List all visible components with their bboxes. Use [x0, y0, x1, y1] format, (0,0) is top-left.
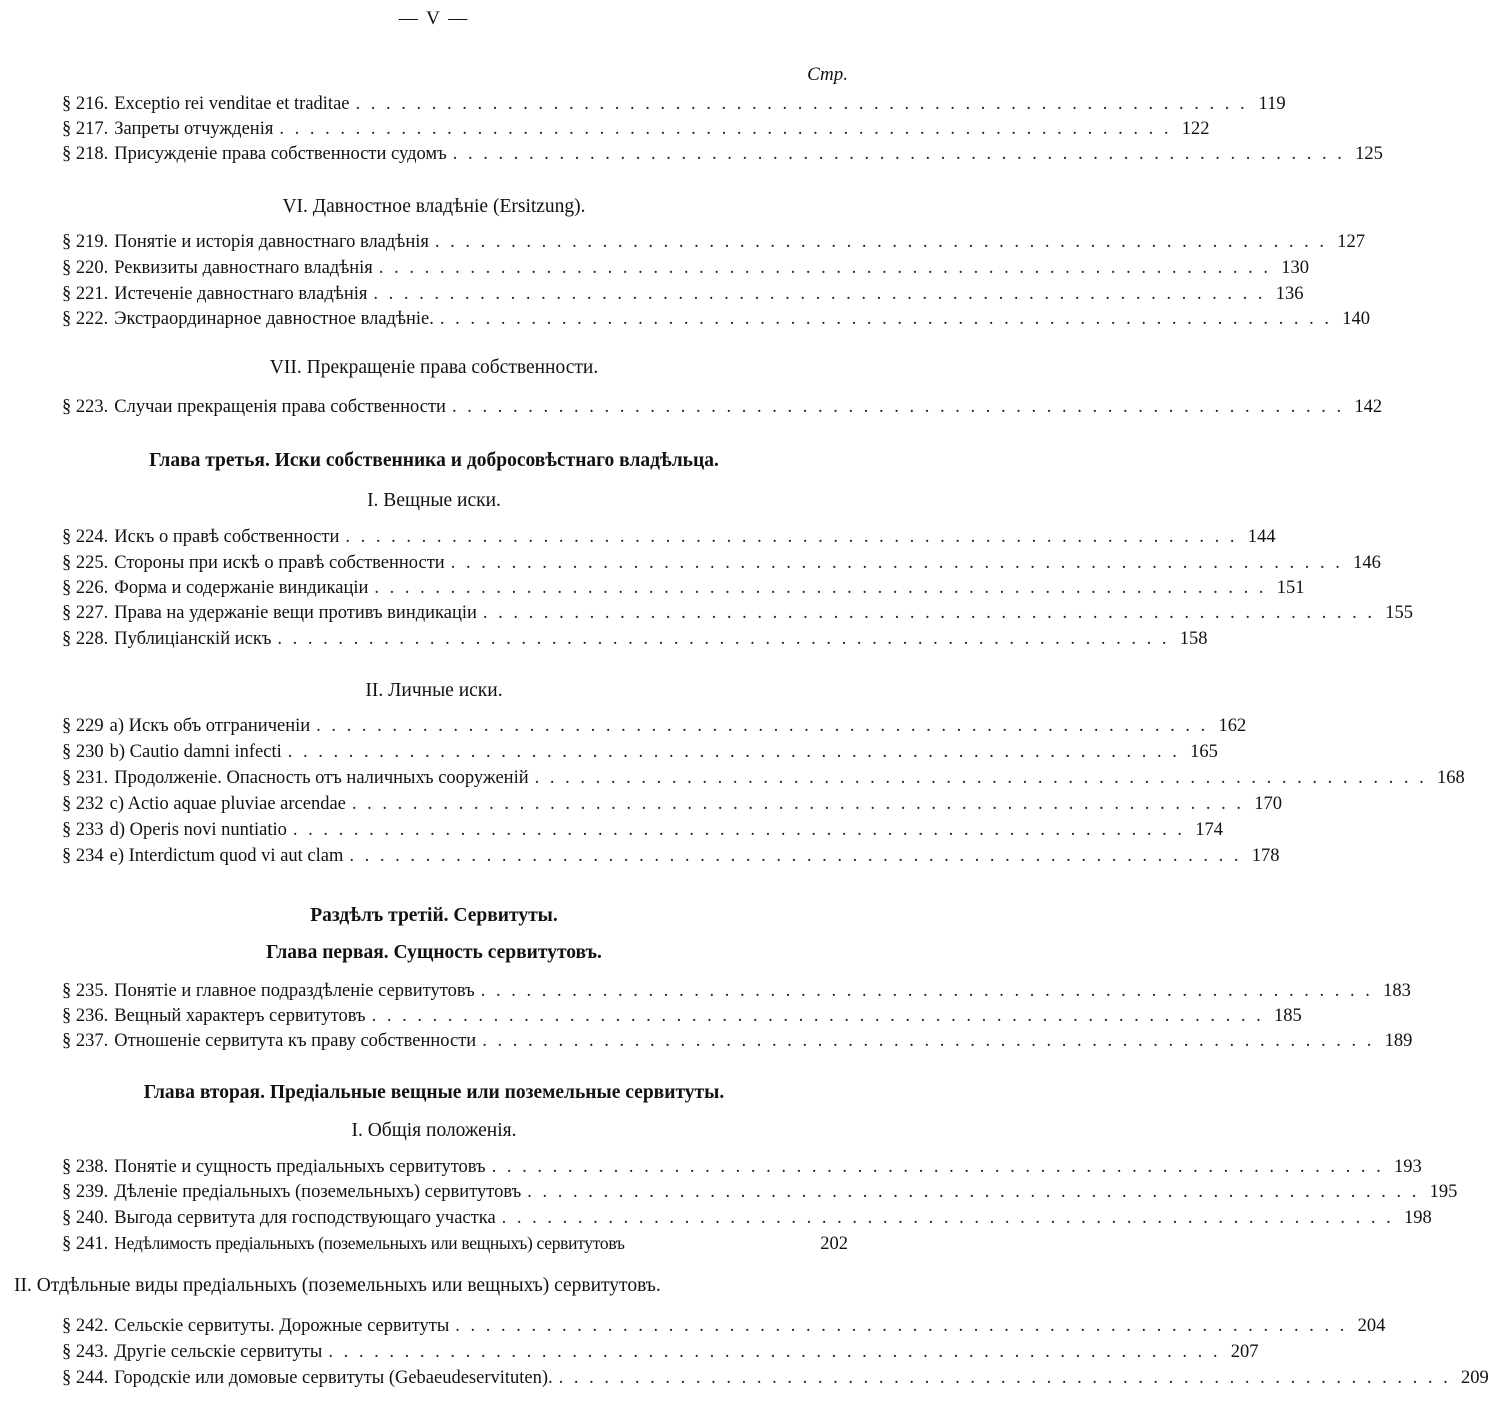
heading-real-actions: I. Вещные иски.	[367, 490, 501, 511]
entry-number: § 220.	[62, 258, 109, 278]
toc-entry	[62, 846, 1280, 870]
dot-leader	[527, 1182, 1419, 1203]
entry-number: § 240.	[62, 1208, 109, 1228]
toc-entry	[62, 1316, 1386, 1340]
entry-page: 144	[1247, 527, 1276, 547]
entry-number: § 222.	[62, 309, 109, 329]
toc-entry	[62, 629, 1208, 653]
dot-leader	[502, 1208, 1394, 1229]
entry-title: Форма и содержаніе виндикаціи	[114, 578, 369, 598]
entry-title: Искъ о правѣ собственности	[114, 527, 340, 547]
toc-entry	[62, 232, 1366, 256]
dot-leader	[279, 119, 1171, 140]
dot-leader	[277, 629, 1169, 650]
entry-title: Продолженіе. Опасность отъ наличныхъ сооруженій	[114, 768, 529, 788]
heading-general-provisions: I. Общія положенія.	[351, 1120, 517, 1141]
entry-number: § 229	[62, 716, 104, 736]
heading-chapter-one: Глава первая. Сущность сервитутовъ.	[266, 942, 602, 963]
entry-page: 209	[1461, 1368, 1489, 1388]
dot-leader	[288, 742, 1180, 763]
heading-chapter-two: Глава вторая. Предіальные вещные или поземельные сервитуты.	[143, 1082, 725, 1103]
toc-entry	[62, 527, 1276, 551]
entry-page: 165	[1190, 742, 1218, 762]
entry-page: 155	[1385, 603, 1414, 623]
toc-entry	[62, 144, 1383, 168]
toc-entry	[62, 603, 1414, 627]
dot-leader	[492, 1157, 1384, 1178]
entry-number: § 243.	[62, 1342, 109, 1362]
entry-number: § 233	[62, 820, 104, 840]
entry-number: § 224.	[62, 527, 109, 547]
entry-title: Присужденіе права собственности судомъ	[114, 144, 447, 164]
entry-number: § 217.	[62, 119, 109, 139]
entry-number: § 227.	[62, 603, 109, 623]
entry-title: Понятіе и главное подраздѣленіе сервитутовъ	[114, 981, 475, 1001]
entry-number: § 221.	[62, 284, 109, 304]
dot-leader	[356, 94, 1248, 115]
toc-entry	[62, 1031, 1413, 1055]
heading-section-three: Раздѣлъ третій. Сервитуты.	[310, 905, 558, 926]
entry-title: Сельскіе сервитуты. Дорожные сервитуты	[114, 1316, 450, 1336]
entry-number: § 223.	[62, 397, 109, 417]
entry-number: § 225.	[62, 553, 109, 573]
entry-title: Случаи прекращенія права собственности	[114, 397, 446, 417]
dot-leader	[559, 1368, 1451, 1389]
entry-page: 142	[1354, 397, 1383, 417]
dot-leader	[328, 1342, 1220, 1363]
dot-leader	[349, 846, 1241, 867]
entry-title: Другіе сельскіе сервитуты	[114, 1342, 323, 1362]
entry-number: § 232	[62, 794, 104, 814]
dot-leader	[316, 716, 1208, 737]
entry-page: 185	[1274, 1006, 1302, 1026]
dot-leader	[435, 232, 1327, 253]
toc-entry	[62, 742, 1218, 766]
dot-leader	[483, 603, 1375, 624]
entry-title: Публиціанскій искъ	[114, 629, 272, 649]
entry-title: Выгода сервитута для господствующаго участка	[114, 1208, 496, 1228]
heading-specific-servitudes: II. Отдѣльные виды предіальныхъ (поземельныхъ или вещныхъ) сервитутовъ.	[14, 1275, 661, 1296]
entry-page: 174	[1195, 820, 1224, 840]
entry-number: § 230	[62, 742, 104, 762]
entry-title: Дѣленіе предіальныхъ (поземельныхъ) сервитутовъ	[114, 1182, 522, 1202]
entry-title: Реквизиты давностнаго владѣнія	[114, 258, 373, 278]
entry-number: § 231.	[62, 768, 109, 788]
entry-page: 136	[1275, 284, 1304, 304]
page-number: — V —	[398, 8, 470, 29]
toc-entry	[62, 94, 1286, 118]
toc-entry	[62, 716, 1247, 740]
toc-entry	[62, 284, 1304, 308]
entry-title: Понятіе и исторія давностнаго владѣнія	[114, 232, 429, 252]
entry-number: § 239.	[62, 1182, 109, 1202]
heading-prescriptive-possession: VI. Давностное владѣніе (Ersitzung).	[282, 196, 586, 217]
toc-entry	[62, 768, 1465, 792]
entry-number: § 244.	[62, 1368, 109, 1388]
dot-leader	[455, 1316, 1347, 1337]
entry-page: 198	[1404, 1208, 1432, 1228]
entry-title: c) Actio aquae pluviae arcendae	[109, 794, 346, 814]
toc-entry	[62, 1208, 1432, 1232]
entry-page: 178	[1251, 846, 1280, 866]
entry-page: 130	[1281, 258, 1309, 278]
entry-page: 125	[1355, 144, 1383, 164]
dot-leader	[379, 258, 1271, 279]
entry-title: d) Operis novi nuntiatio	[109, 820, 287, 840]
entry-page: 204	[1357, 1316, 1386, 1336]
toc-entry	[62, 119, 1210, 143]
dot-leader	[452, 397, 1344, 418]
entry-title: Запреты отчужденія	[114, 119, 274, 139]
entry-number: § 216.	[62, 94, 109, 114]
entry-page: 158	[1179, 629, 1208, 649]
entry-number: § 226.	[62, 578, 109, 598]
entry-page: 122	[1181, 119, 1210, 139]
entry-page: 183	[1383, 981, 1411, 1001]
entry-title: e) Interdictum quod vi aut clam	[109, 846, 344, 866]
entry-page: 202	[820, 1234, 848, 1254]
page-column-label: Стр.	[807, 64, 848, 85]
entry-page: 207	[1230, 1342, 1259, 1362]
toc-entry	[62, 309, 1370, 333]
entry-title: b) Cautio damni infecti	[109, 742, 282, 762]
entry-title: Недѣлимость предіальныхъ (поземельныхъ или вещныхъ) сервитутовъ	[114, 1233, 625, 1253]
entry-page: 151	[1276, 578, 1305, 598]
entry-number: § 238.	[62, 1157, 109, 1177]
entry-title: Истеченіе давностнаго владѣнія	[114, 284, 368, 304]
entry-number: § 218.	[62, 144, 109, 164]
toc-entry	[62, 258, 1309, 282]
entry-number: § 236.	[62, 1006, 109, 1026]
dot-leader	[293, 820, 1185, 841]
toc-entry	[62, 1368, 1489, 1392]
entry-number: § 242.	[62, 1316, 109, 1336]
entry-title: Понятіе и сущность предіальныхъ сервитутовъ	[114, 1157, 486, 1177]
entry-title: Exceptio rei venditae et traditae	[114, 94, 350, 114]
entry-page: 127	[1337, 232, 1366, 252]
toc-entry	[62, 820, 1224, 844]
entry-number: § 228.	[62, 629, 109, 649]
toc-entry	[62, 1157, 1422, 1181]
dot-leader	[440, 309, 1332, 330]
dot-leader	[352, 794, 1244, 815]
dot-leader	[451, 553, 1343, 574]
entry-title: Городскіе или домовые сервитуты (Gebaeudeservituten).	[114, 1368, 553, 1388]
entry-page: 140	[1342, 309, 1370, 329]
entry-page: 168	[1436, 768, 1465, 788]
entry-number: § 235.	[62, 981, 109, 1001]
heading-personal-actions: II. Личные иски.	[365, 680, 503, 701]
dot-leader	[372, 1006, 1264, 1027]
entry-page: 146	[1353, 553, 1381, 573]
entry-number: § 241.	[62, 1234, 109, 1254]
toc-entry	[62, 1233, 848, 1257]
entry-page: 193	[1394, 1157, 1422, 1177]
entry-number: § 237.	[62, 1031, 109, 1051]
toc-entry	[62, 1342, 1259, 1366]
entry-page: 170	[1254, 794, 1283, 814]
entry-page: 195	[1429, 1182, 1458, 1202]
entry-title: Вещный характеръ сервитутовъ	[114, 1006, 366, 1026]
entry-title: Экстраординарное давностное владѣніе.	[114, 309, 434, 329]
toc-entry	[62, 981, 1411, 1005]
entry-number: § 234	[62, 846, 104, 866]
toc-entry	[62, 1182, 1458, 1206]
heading-termination-of-ownership: VII. Прекращеніе права собственности.	[269, 357, 599, 378]
entry-title: Отношеніе сервитута къ праву собственности	[114, 1031, 477, 1051]
dot-leader	[535, 768, 1427, 789]
dot-leader	[482, 1031, 1374, 1052]
entry-page: 162	[1218, 716, 1247, 736]
entry-title: a) Искъ объ отграниченіи	[109, 716, 311, 736]
entry-page: 189	[1384, 1031, 1413, 1051]
dot-leader	[373, 284, 1265, 305]
toc-entry	[62, 397, 1383, 421]
entry-title: Права на удержаніе вещи противъ виндикаціи	[114, 603, 477, 623]
entry-number: § 219.	[62, 232, 109, 252]
toc-entry	[62, 794, 1283, 818]
toc-entry	[62, 578, 1305, 602]
toc-entry	[62, 553, 1381, 577]
entry-title: Стороны при искѣ о правѣ собственности	[114, 553, 445, 573]
entry-page: 119	[1258, 94, 1286, 114]
dot-leader	[481, 981, 1373, 1002]
heading-chapter-three: Глава третья. Иски собственника и добросовѣстнаго владѣльца.	[149, 450, 719, 471]
dot-leader	[374, 578, 1266, 599]
toc-entry	[62, 1006, 1302, 1030]
dot-leader	[453, 144, 1345, 165]
dot-leader	[345, 527, 1237, 548]
